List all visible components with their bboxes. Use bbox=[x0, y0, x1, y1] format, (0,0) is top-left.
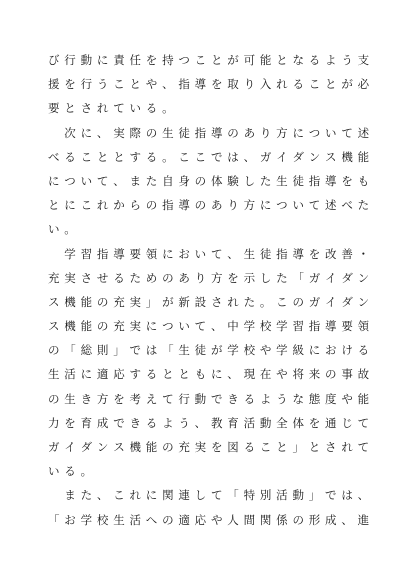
text-line: い 。 bbox=[48, 222, 76, 237]
text-line: 要 と さ れ て い る 。 bbox=[48, 101, 174, 116]
text-line: 力 を 育 成 で き る よ う 、 教 育 活 動 全 体 を 通 じ て bbox=[48, 415, 370, 430]
text-line: 援 を 行 う こ と や 、 指 導 を 取 り 入 れ る こ と が 必 bbox=[48, 77, 370, 92]
body-text bbox=[48, 48, 374, 532]
text-line: い る 。 bbox=[48, 464, 93, 479]
text-line: と に こ れ か ら の 指 導 の あ り 方 に つ い て 述 べ た bbox=[48, 198, 370, 213]
text-line: 「 お 学 校 生 活 へ の 適 応 や 人 間 関 係 の 形 成 、 進 bbox=[48, 512, 370, 527]
text-line: べ る こ と と す る 。 こ こ で は 、 ガ イ ダ ン ス 機 能 bbox=[48, 149, 370, 164]
text-line: ガ イ ダ ン ス 機 能 の 充 実 を 図 る こ と 」 と さ れ て bbox=[48, 440, 370, 454]
text-line: 生 活 に 適 応 す る と と も に 、 現 在 や 将 来 の 事 故 bbox=[48, 367, 370, 382]
text-line: 充 実 さ せ る た め の あ り 方 を 示 し た 「 ガ イ ダ ン bbox=[48, 270, 370, 285]
text-line: 次 に 、 実 際 の 生 徒 指 導 の あ り 方 に つ い て 述 bbox=[64, 125, 370, 140]
text-line: に つ い て 、 ま た 自 身 の 体 験 し た 生 徒 指 導 を も bbox=[48, 173, 370, 188]
text-line: ま た 、 こ れ に 関 連 し て 「 特 別 活 動 」 で は 、 bbox=[64, 488, 370, 503]
text-line: び 行 動 に 責 任 を 持 つ こ と が 可 能 と な る よ う 支 bbox=[48, 53, 370, 67]
text-line: ス 機 能 の 充 実 に つ い て 、 中 学 校 学 習 指 導 要 領 bbox=[48, 319, 370, 334]
text-line: ス 機 能 の 充 実 」 が 新 設 さ れ た 。 こ の ガ イ ダ ン bbox=[48, 294, 370, 309]
text-line: の 「 総 則 」 で は 「 生 徒 が 学 校 や 学 級 に お け る bbox=[48, 343, 370, 358]
text-line: の 生 き 方 を 考 え て 行 動 で き る よ う な 態 度 や 能 bbox=[48, 391, 370, 406]
text-line: 学 習 指 導 要 領 に お い て 、 生 徒 指 導 を 改 善 ・ bbox=[64, 246, 370, 261]
